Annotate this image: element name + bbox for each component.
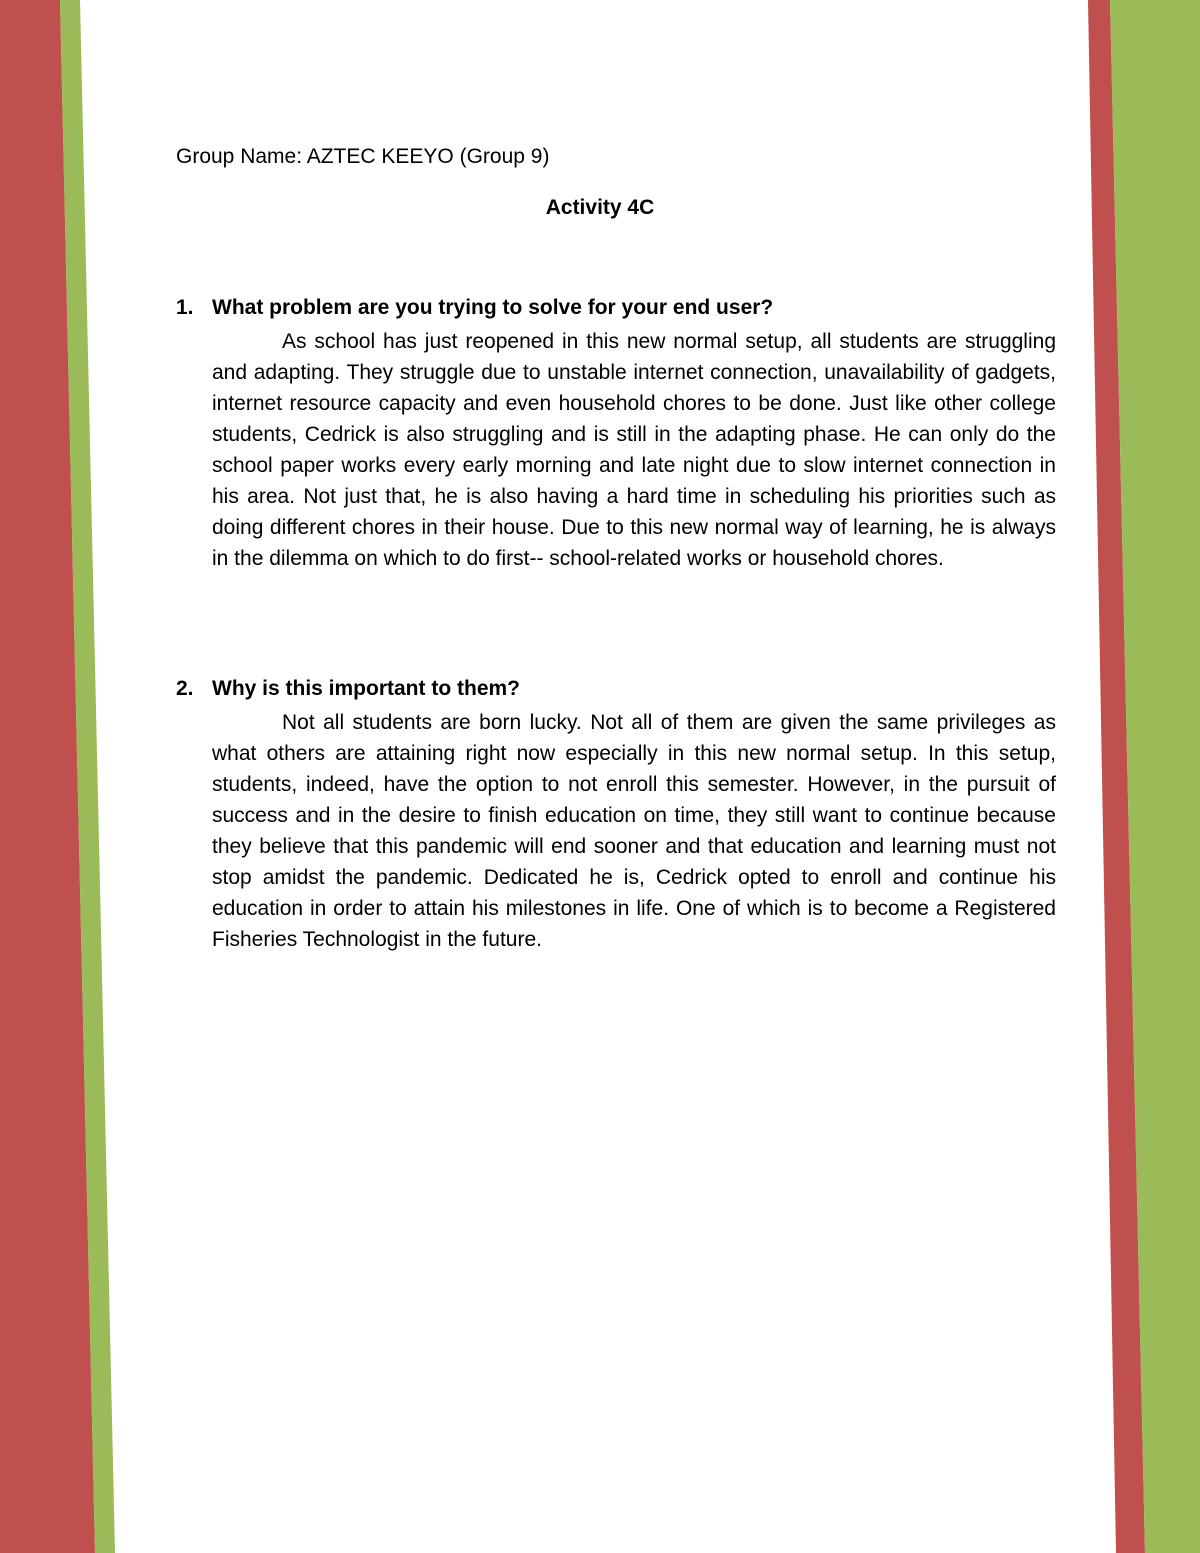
question-item-1 <box>176 295 1056 574</box>
question-number: 2. <box>176 677 194 700</box>
answer-paragraph: As school has just reopened in this new normal setup, all students are struggling and adapting. They struggle due to unstable internet connection, unavailability of gadgets, internet resource capacity and even household chores to be done. Just like other college students, Cedrick is also struggling and is still in the adapting phase. He can only do the school paper works every early morning and late night due to slow internet connection in his area. Not just that, he is also having a hard time in scheduling his priorities such as doing different chores in their house. Due to this new normal way of learning, he is always in the dilemma on which to do first-- school-related works or household chores. <box>212 330 1056 570</box>
group-name: Group Name: AZTEC KEEYO (Group 9) <box>176 145 550 168</box>
question-text: What problem are you trying to solve for your end user? <box>212 296 774 319</box>
question-heading <box>176 676 1056 702</box>
question-heading <box>176 295 1056 321</box>
answer-paragraph: Not all students are born lucky. Not all of them are given the same privileges as what others are attaining right now especially in this new normal setup. In this setup, students, indeed, have the option to not enroll this semester. However, in the pursuit of success and in the desire to finish education on time, they still want to continue because they believe that this pandemic will end sooner and that education and learning must not stop amidst the pandemic. Dedicated he is, Cedrick opted to enroll and continue his education in order to attain his milestones in life. One of which is to become a Registered Fisheries Technologist in the future. <box>212 711 1056 951</box>
question-text: Why is this important to them? <box>212 677 520 700</box>
page-title: Activity 4C <box>545 196 655 219</box>
question-item-2 <box>176 676 1056 955</box>
question-number: 1. <box>176 296 194 319</box>
